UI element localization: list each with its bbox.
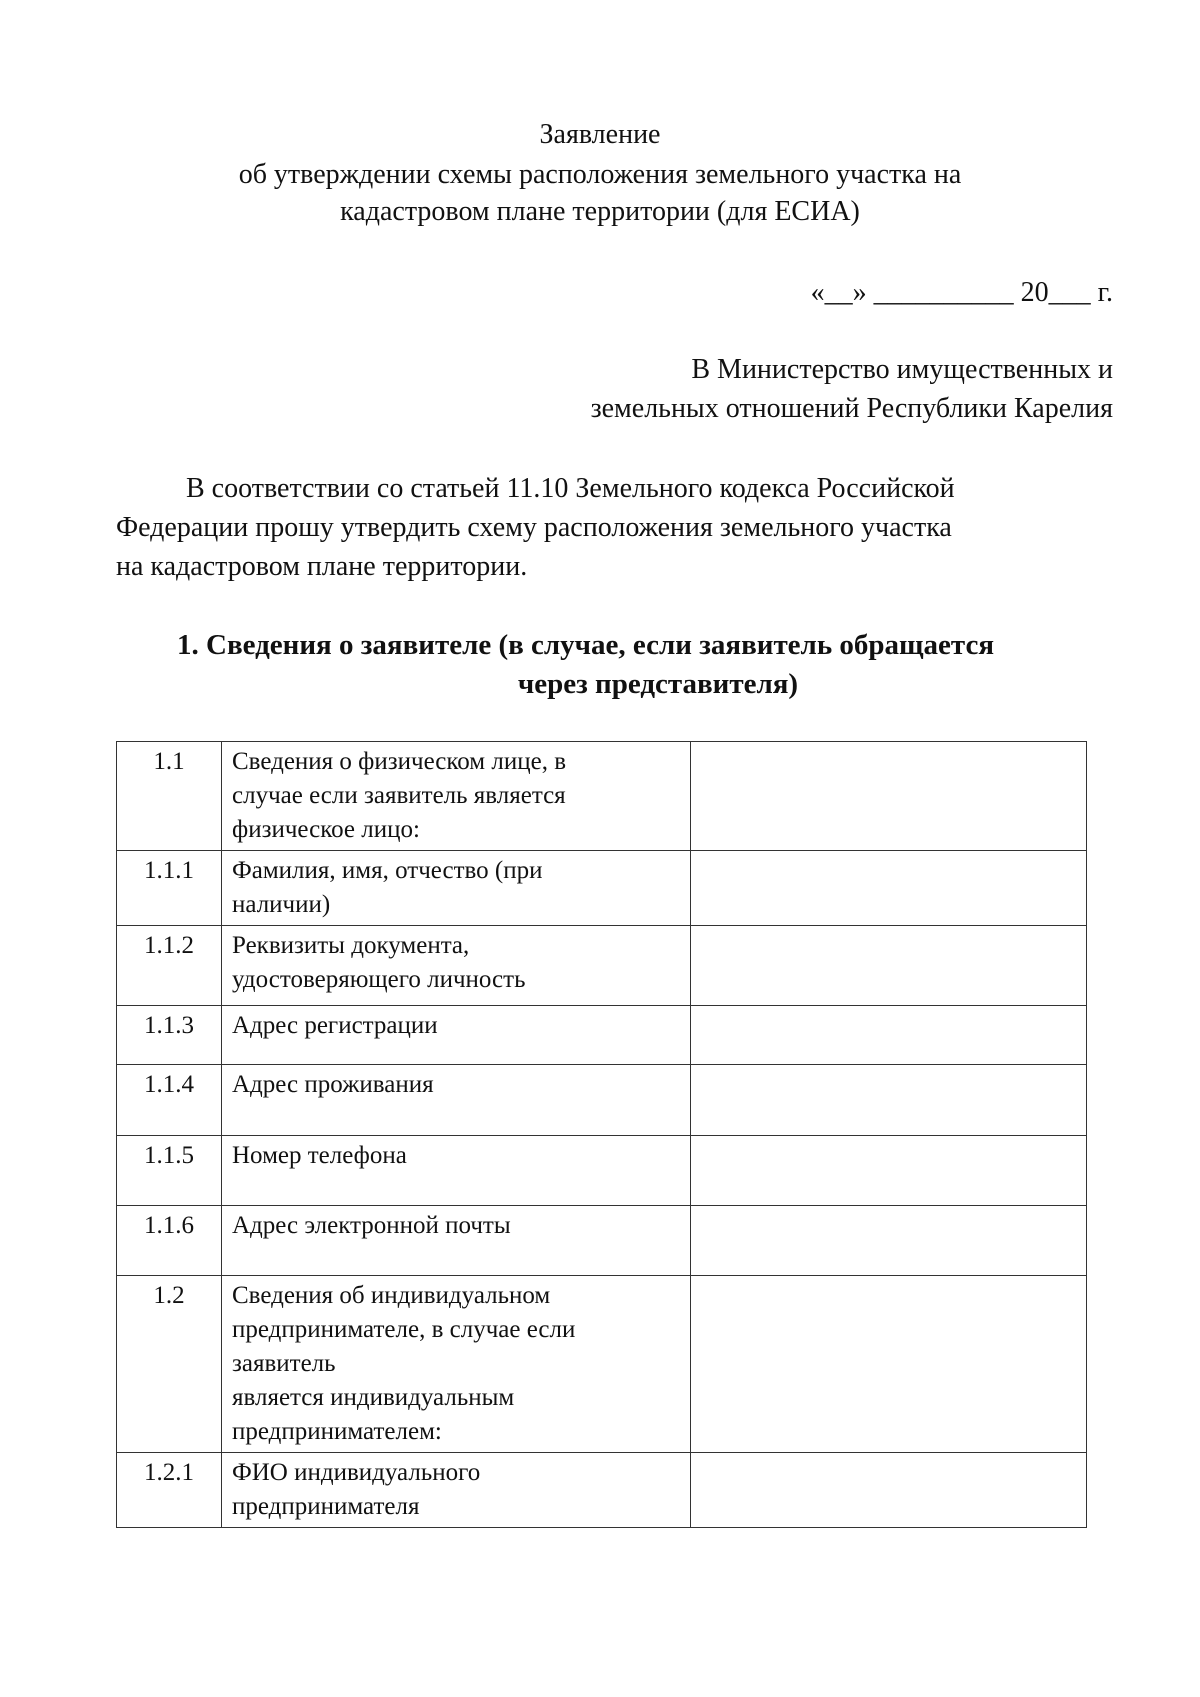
table-row — [117, 1453, 1087, 1528]
row-label-line: Номер телефона — [232, 1142, 407, 1169]
table-row — [117, 1206, 1087, 1276]
row-value-field[interactable] — [691, 1276, 1087, 1453]
row-label-line: является индивидуальным — [232, 1384, 515, 1411]
row-label-line: удостоверяющего личность — [232, 966, 526, 993]
body-line-1: В соответствии со статьей 11.10 Земельного кодекса Российской — [186, 473, 955, 504]
row-label-line: физическое лицо: — [232, 816, 420, 843]
row-label-cell — [222, 926, 691, 1006]
row-label-cell — [222, 851, 691, 926]
row-number-cell: 1.1.1 — [117, 851, 222, 926]
row-label-line: ФИО индивидуального — [232, 1459, 481, 1486]
document-title: Заявление — [539, 119, 661, 150]
row-label-cell — [222, 1006, 691, 1065]
applicant-info-table-body — [117, 742, 1087, 1528]
table-row — [117, 1136, 1087, 1206]
row-number-cell: 1.1 — [117, 742, 222, 851]
row-label-line: Адрес регистрации — [232, 1012, 438, 1039]
row-label-line: предпринимателя — [232, 1493, 420, 1520]
row-label-line: случае если заявитель является — [232, 782, 566, 809]
row-value-field[interactable] — [691, 1453, 1087, 1528]
row-label-cell — [222, 1276, 691, 1453]
row-label-line: заявитель — [232, 1350, 336, 1377]
row-label-line: Сведения о физическом лице, в — [232, 748, 566, 775]
row-number-cell: 1.1.5 — [117, 1136, 222, 1206]
date-line: «__» __________ 20___ г. — [810, 277, 1113, 308]
table-row — [117, 851, 1087, 926]
row-label-line: Фамилия, имя, отчество (при — [232, 857, 543, 884]
applicant-info-table — [116, 741, 1087, 1528]
row-label-line: Сведения об индивидуальном — [232, 1282, 551, 1309]
addressee-line-2: земельных отношений Республики Карелия — [590, 393, 1113, 424]
row-value-field[interactable] — [691, 1006, 1087, 1065]
row-number-cell: 1.1.6 — [117, 1206, 222, 1276]
row-value-field[interactable] — [691, 851, 1087, 926]
row-number-cell: 1.1.4 — [117, 1065, 222, 1136]
row-value-field[interactable] — [691, 926, 1087, 1006]
row-label-cell — [222, 1136, 691, 1206]
document-subtitle-line-1: об утверждении схемы расположения земельного участка на — [238, 159, 962, 190]
section-1-heading-line-1: 1. Сведения о заявителе (в случае, если заявитель обращается — [177, 629, 995, 661]
row-value-field[interactable] — [691, 1136, 1087, 1206]
table-row — [117, 1006, 1087, 1065]
row-label-cell — [222, 1206, 691, 1276]
row-number-cell: 1.2 — [117, 1276, 222, 1453]
row-label-cell — [222, 1453, 691, 1528]
body-line-3: на кадастровом плане территории. — [116, 551, 528, 582]
row-value-field[interactable] — [691, 742, 1087, 851]
document-subtitle-line-2: кадастровом плане территории (для ЕСИА) — [340, 196, 860, 227]
table-row — [117, 1065, 1087, 1136]
row-number-cell: 1.2.1 — [117, 1453, 222, 1528]
row-label-line: наличии) — [232, 891, 331, 918]
row-label-line: предпринимателе, в случае если — [232, 1316, 576, 1343]
row-label-line: предпринимателем: — [232, 1418, 442, 1445]
row-value-field[interactable] — [691, 1065, 1087, 1136]
row-label-line: Адрес проживания — [232, 1071, 434, 1098]
table-row — [117, 926, 1087, 1006]
section-1-heading-line-2: через представителя) — [517, 668, 799, 700]
row-label-line: Адрес электронной почты — [232, 1212, 511, 1239]
table-row — [117, 742, 1087, 851]
addressee-line-1: В Министерство имущественных и — [691, 354, 1113, 385]
body-line-2: Федерации прошу утвердить схему расположения земельного участка — [116, 512, 952, 543]
row-value-field[interactable] — [691, 1206, 1087, 1276]
row-number-cell: 1.1.3 — [117, 1006, 222, 1065]
table-row — [117, 1276, 1087, 1453]
row-label-cell — [222, 742, 691, 851]
row-label-line: Реквизиты документа, — [232, 932, 470, 959]
row-number-cell: 1.1.2 — [117, 926, 222, 1006]
row-label-cell — [222, 1065, 691, 1136]
